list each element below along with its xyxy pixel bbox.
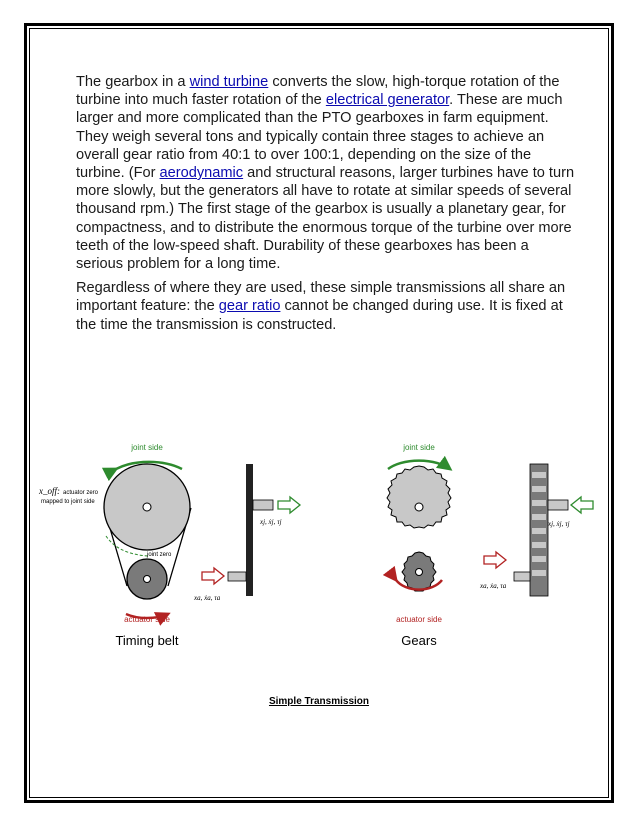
large-gear-hub	[415, 503, 423, 511]
small-gear-hub	[416, 569, 423, 576]
offset-symbol: x_off:	[39, 486, 60, 496]
small-pulley-hub	[144, 576, 151, 583]
joint-side-label-right: joint side	[403, 443, 435, 452]
link-gear-ratio[interactable]: gear ratio	[218, 298, 281, 315]
joint-shaft-left	[253, 500, 273, 510]
side-view-shaft-left	[246, 464, 253, 596]
link-wind-turbine[interactable]: wind turbine	[189, 74, 269, 90]
transmission-figure	[36, 436, 604, 651]
timing-belt-diagram	[38, 443, 300, 648]
actuator-side-label-right: actuator side	[396, 615, 442, 624]
joint-vars-right: xj, ẋj, τj	[548, 520, 570, 528]
offset-note-line2: mapped to joint side	[41, 499, 95, 505]
actuator-force-arrow-left	[202, 568, 224, 584]
gears-title: Gears	[401, 633, 437, 648]
paragraph-2	[76, 279, 576, 334]
large-pulley-hub	[143, 503, 151, 511]
link-aerodynamic[interactable]: aerodynamic	[159, 165, 244, 182]
joint-shaft-right	[548, 500, 568, 510]
actuator-shaft-right	[514, 572, 530, 581]
figure-caption: Simple Transmission	[268, 696, 370, 707]
joint-side-label-left: joint side	[131, 443, 163, 452]
text-run: converts the slow, high-torque rotation of the turbine into much faster rotation of the	[76, 74, 560, 109]
actuator-force-arrow-right	[484, 552, 506, 568]
link-electrical-generator[interactable]: electrical generator	[325, 92, 450, 109]
actuator-shaft-left	[228, 572, 246, 581]
joint-vars-left: xj, ẋj, τj	[260, 518, 282, 526]
text-run: The gearbox in a	[76, 74, 190, 90]
body-text	[76, 73, 576, 340]
actuator-side-label-left: actuator side	[124, 615, 170, 624]
text-run: cannot be changed during use. It is fixed at the time the transmission is constructed.	[76, 298, 563, 333]
timing-belt-title: Timing belt	[115, 633, 179, 648]
joint-zero-label: joint zero	[147, 552, 172, 558]
offset-note-line1: actuator zero	[63, 490, 99, 496]
joint-force-arrow-left	[278, 497, 300, 513]
joint-force-arrow-right	[571, 497, 593, 513]
text-run: and structural reasons, larger turbines have to turn more slowly, but the generators all have to rotate at similar speeds of several thousand rpm.) The first stage of the gearbox is usually a planetary gear, for compactness, and to distribute the enormous torque of the turbine over more teeth of the low-speed shaft. Durability of these gearboxes has been a serious problem for a long time.	[76, 165, 575, 273]
actuator-vars-right: xa, ẋa, τa	[480, 582, 507, 590]
text-run: . These are much larger and more complicated than the PTO gearboxes in farm equipment. They weigh several tons and typically contain three stages to achieve an overall gear ratio from 40:1 to over 100:1, depending on the size of the turbine. (For	[76, 92, 563, 182]
text-run: Regardless of where they are used, these simple transmissions all share an important feature: the	[76, 280, 566, 315]
paragraph-1	[76, 73, 576, 273]
large-gear	[387, 466, 451, 528]
gears-diagram	[387, 443, 593, 648]
actuator-vars-left: xa, ẋa, τa	[194, 594, 221, 602]
